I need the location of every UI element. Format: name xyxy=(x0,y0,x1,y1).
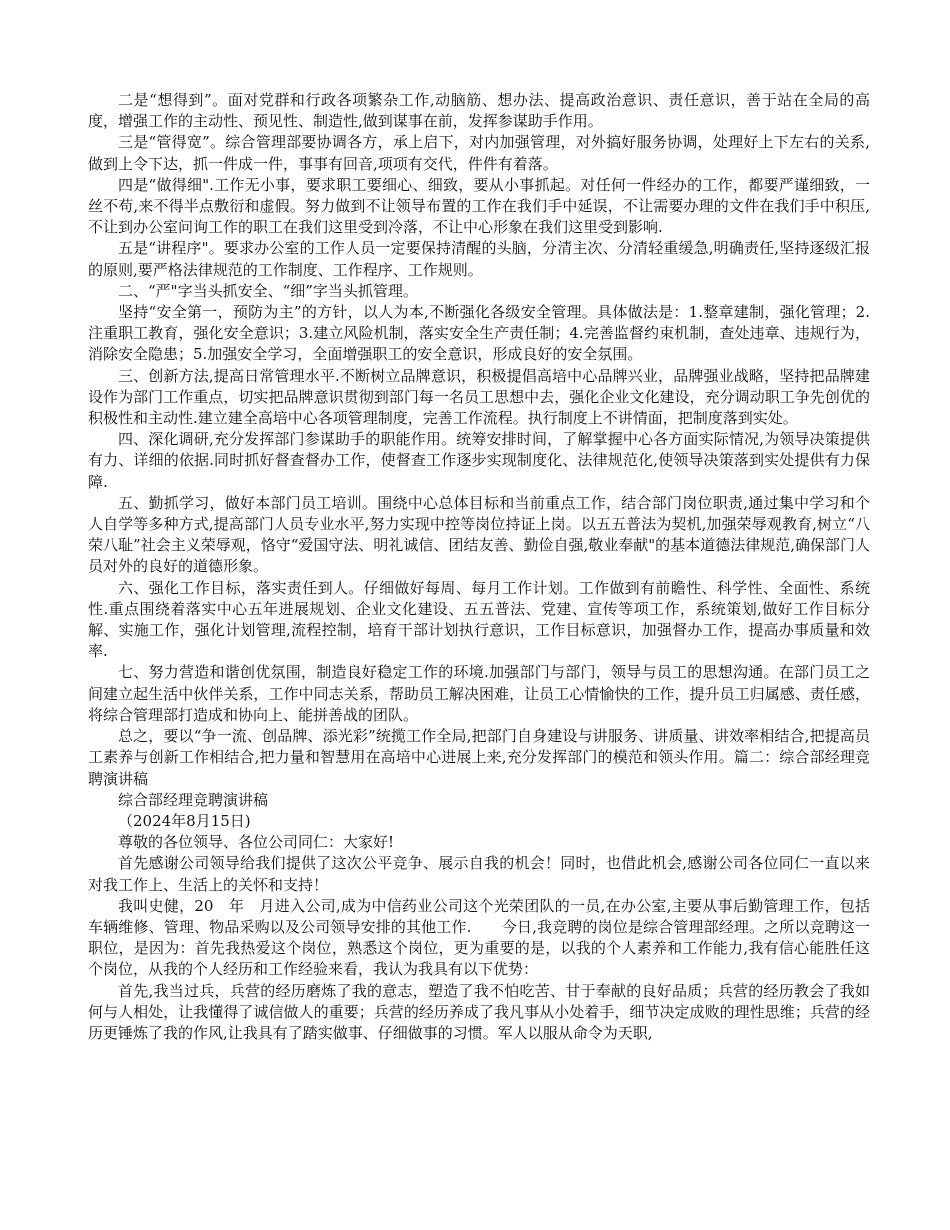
paragraph-6: 坚持“安全第一，预防为主”的方针，以人为本,不断强化各级安全管理。具体做法是：1.整章建制，强化管理；2.注重职工教育，强化安全意识；3.建立风险机制，落实安全生产责任制；4.完善监督约束机制，查处违章、违规行为，消除安全隐患；5.加强安全学习，全面增强职工的安全意识，形成良好的安全氛围。 xyxy=(88,303,870,364)
paragraph-1: 二是“想得到”。面对党群和行政各项繁杂工作,动脑筋、想办法、提高政治意识、责任意识，善于站在全局的高度，增强工作的主动性、预见性、制造性,做到谋事在前，发挥参谋助手作用。 xyxy=(88,91,870,131)
speech-date: （2024年8月15日) xyxy=(118,811,251,830)
section-heading-safety: 二、“严"字当头抓安全、“细”字当头抓管理。 xyxy=(118,281,418,300)
paragraph-8: 四、深化调研,充分发挥部门参谋助手的职能作用。统筹安排时间，了解掌握中心各方面实际情况,为领导决策提供有力、详细的依据.同时抓好督查督办工作，使督查工作逐步实现制度化、法律规范化,使领导决策落到实处提供有力保障. xyxy=(88,430,870,491)
speech-paragraph-2: 我叫史健，20 年 月进入公司,成为中信药业公司这个光荣团队的一员,在办公室,主要从事后勤管理工作，包括车辆维修、管理、物品采购以及公司领导安排的其他工作. 今日,我竞聘的岗位是综合管理部经理。之所以竞聘这一职位，是因为：首先我热爱这个岗位，熟悉这个岗位，更为重要的是，以我的个人素养和工作能力,我有信心能胜任这个岗位，从我的个人经历和工作经验来看，我认为我具有以下优势： xyxy=(88,896,870,979)
speech-paragraph-3: 首先,我当过兵，兵营的经历磨炼了我的意志，塑造了我不怕吃苦、甘于奉献的良好品质；兵营的经历教会了我如何与人相处，让我懂得了诚信做人的重要；兵营的经历养成了我凡事从小处着手，细节决定成败的理性思维；兵营的经历更锤炼了我的作风,让我具有了踏实做事、仔细做事的习惯。军人以服从命令为天职, xyxy=(88,981,870,1042)
paragraph-3: 四是“做得细".工作无小事，要求职工要细心、细致，要从小事抓起。对任何一件经办的工作，都要严谨细致，一丝不苟,来不得半点敷衍和虚假。努力做到不让领导布置的工作在我们手中延误，不让需要办理的文件在我们手中积压,不让到办公室问询工作的职工在我们这里受到冷落，不让中心形象在我们这里受到影响. xyxy=(88,175,870,237)
paragraph-4: 五是“讲程序"。要求办公室的工作人员一定要保持清醒的头脑，分清主次、分清轻重缓急,明确责任,坚持逐级汇报的原则,要严格法律规范的工作制度、工作程序、工作规则。 xyxy=(88,239,870,279)
paragraph-9: 五、勤抓学习，做好本部门员工培训。围绕中心总体目标和当前重点工作，结合部门岗位职责,通过集中学习和个人自学等多种方式,提高部门人员专业水平,努力实现中控等岗位持证上岗。以五五普法为契机,加强荣辱观教育,树立“八荣八耻”社会主义荣辱观，恪守“爱国守法、明礼诚信、团结友善、勤俭自强,敬业奉献"的基本道德法律规范,确保部门人员对外的良好的道德形象。 xyxy=(88,493,870,576)
paragraph-2: 三是“管得宽”。综合管理部要协调各方，承上启下，对内加强管理，对外搞好服务协调，处理好上下左右的关系,做到上令下达，抓一件成一件，事事有回音,项项有交代，件件有着落。 xyxy=(88,133,870,173)
speech-title: 综合部经理竞聘演讲稿 xyxy=(118,790,269,809)
paragraph-7: 三、创新方法,提高日常管理水平.不断树立品牌意识，积极提倡高培中心品牌兴业，品牌强业战略，坚持把品牌建设作为部门工作重点，切实把品牌意识贯彻到部门每一名员工思想中去，强化企业文化建设，充分调动职工争先创优的积极性和主动性.建立建全高培中心各项管理制度，完善工作流程。执行制度上不讲情面，把制度落到实处。 xyxy=(88,366,870,428)
speech-paragraph-1: 首先感谢公司领导给我们提供了这次公平竞争、展示自我的机会！同时，也借此机会,感谢公司各位同仁一直以来对我工作上、生活上的关怀和支持！ xyxy=(88,854,870,894)
speech-greeting: 尊敬的各位领导、各位公司同仁：大家好! xyxy=(118,833,395,852)
paragraph-12: 总之，要以“争一流、创品牌、添光彩”统揽工作全局,把部门自身建设与讲服务、讲质量、讲效率相结合,把提高员工素养与创新工作相结合,把力量和智慧用在高培中心进展上来,充分发挥部门的模范和领头作用。篇二：综合部经理竞聘演讲稿 xyxy=(88,727,870,788)
paragraph-10: 六、强化工作目标，落实责任到人。仔细做好每周、每月工作计划。工作做到有前瞻性、科学性、全面性、系统性.重点围绕着落实中心五年进展规划、企业文化建设、五五普法、党建、宣传等项工作，系统策划,做好工作目标分解、实施工作，强化计划管理,流程控制，培育干部计划执行意识，工作目标意识，加强督办工作，提高办事质量和效率. xyxy=(88,578,870,661)
paragraph-11: 七、努力营造和谐创优氛围，制造良好稳定工作的环境.加强部门与部门，领导与员工的思想沟通。在部门员工之间建立起生活中伙伴关系，工作中同志关系，帮助员工解决困难，让员工心情愉快的工作，提升员工归属感、责任感，将综合管理部打造成和协向上、能拼善战的团队。 xyxy=(88,663,870,724)
